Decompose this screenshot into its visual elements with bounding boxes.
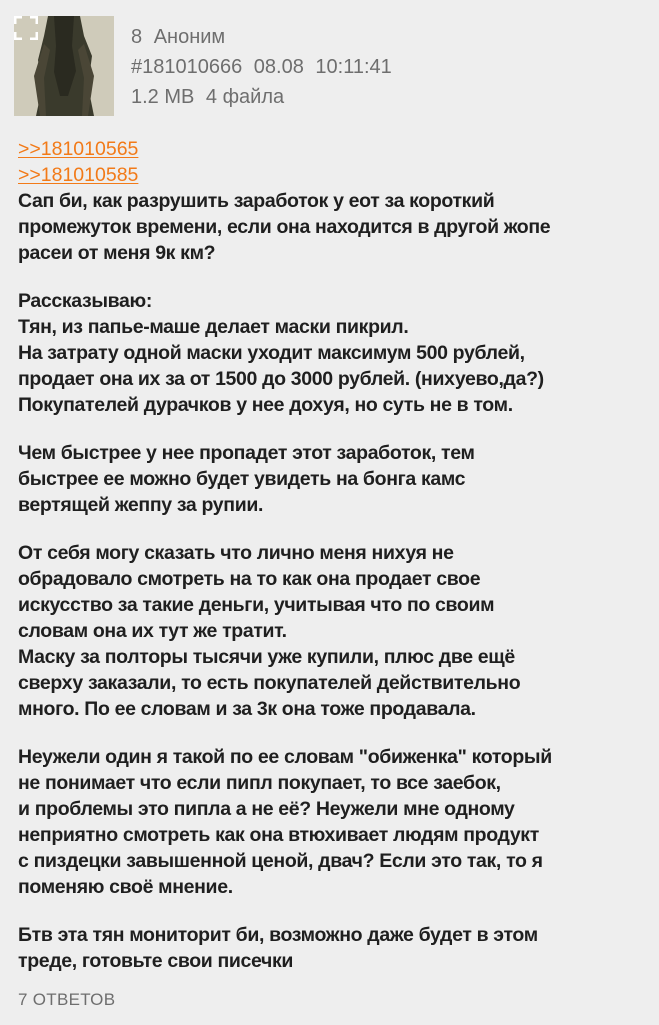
text-line: не понимает что если пипл покупает, то все заебок, <box>18 772 501 794</box>
text-line: треде, готовьте свои писечки <box>18 950 294 972</box>
text-line: сверху заказали, то есть покупателей действительно <box>18 672 521 694</box>
text-line: На затрату одной маски уходит максимум 500 рублей, <box>18 342 525 364</box>
post-paragraph <box>18 922 648 974</box>
post-meta <box>131 22 392 112</box>
post-paragraph <box>18 440 648 518</box>
text-line: Чем быстрее у нее пропадет этот заработок, тем <box>18 442 475 464</box>
expand-icon <box>14 16 38 40</box>
text-line: неприятно смотреть как она втюхивает людям продукт <box>18 824 539 846</box>
text-line: Сап би, как разрушить заработок у еот за короткий <box>18 190 495 212</box>
post-time: 10:11:41 <box>315 56 392 78</box>
text-line: промежуток времени, если она находится в другой жопе <box>18 216 551 238</box>
text-line: Неужели один я такой по ее словам "обиженка" который <box>18 746 552 768</box>
post-files-line <box>131 82 392 112</box>
post-paragraph <box>18 744 648 900</box>
post-size: 1.2 MB <box>131 86 195 108</box>
reply-link[interactable]: >>181010565 <box>18 138 139 160</box>
text-line: искусство за такие деньги, учитывая что по своим <box>18 594 495 616</box>
post-date: 08.08 <box>253 56 304 78</box>
text-line: и проблемы это пипла а не её? Неужели мне одному <box>18 798 515 820</box>
text-line: расеи от меня 9к км? <box>18 242 216 264</box>
post-files-count: 4 файла <box>205 86 285 108</box>
replies-count-link[interactable]: 7 ОТВЕТОВ <box>18 990 116 1009</box>
text-line: Бтв эта тян мониторит би, возможно даже будет в этом <box>18 924 538 946</box>
post-thumbnail[interactable] <box>14 16 114 116</box>
text-line: много. По ее словам и за 3к она тоже продавала. <box>18 698 476 720</box>
reply-link[interactable]: >>181010585 <box>18 164 139 186</box>
text-line: Маску за полторы тысячи уже купили, плюс две ещё <box>18 646 515 668</box>
text-line: От себя могу сказать что лично меня нихуя не <box>18 542 454 564</box>
text-line: с пиздецки завышенной ценой, двач? Если это так, то я <box>18 850 543 872</box>
text-line: обрадовало смотреть на то как она продает свое <box>18 568 481 590</box>
text-line: Рассказываю: <box>18 290 152 312</box>
text-line: Тян, из папье-маше делает маски пикрил. <box>18 316 409 338</box>
post-number: 8 <box>131 26 143 48</box>
post-paragraph <box>18 540 648 722</box>
post-body <box>18 136 648 996</box>
post-id-line <box>131 52 392 82</box>
text-line: Покупателей дурачков у нее дохуя, но суть не в том. <box>18 394 513 416</box>
post-id[interactable]: #181010666 <box>131 56 243 78</box>
text-line: быстрее ее можно будет увидеть на бонга камс <box>18 468 466 490</box>
text-line: вертящей жеппу за рупии. <box>18 494 264 516</box>
post-paragraph <box>18 288 648 418</box>
post-author-line <box>131 22 392 52</box>
text-line: продает она их за от 1500 до 3000 рублей. (нихуево,да?) <box>18 368 544 390</box>
text-line: словам она их тут же тратит. <box>18 620 287 642</box>
post-author: Аноним <box>153 26 226 48</box>
text-line: поменяю своё мнение. <box>18 876 233 898</box>
post-paragraph <box>18 188 648 266</box>
